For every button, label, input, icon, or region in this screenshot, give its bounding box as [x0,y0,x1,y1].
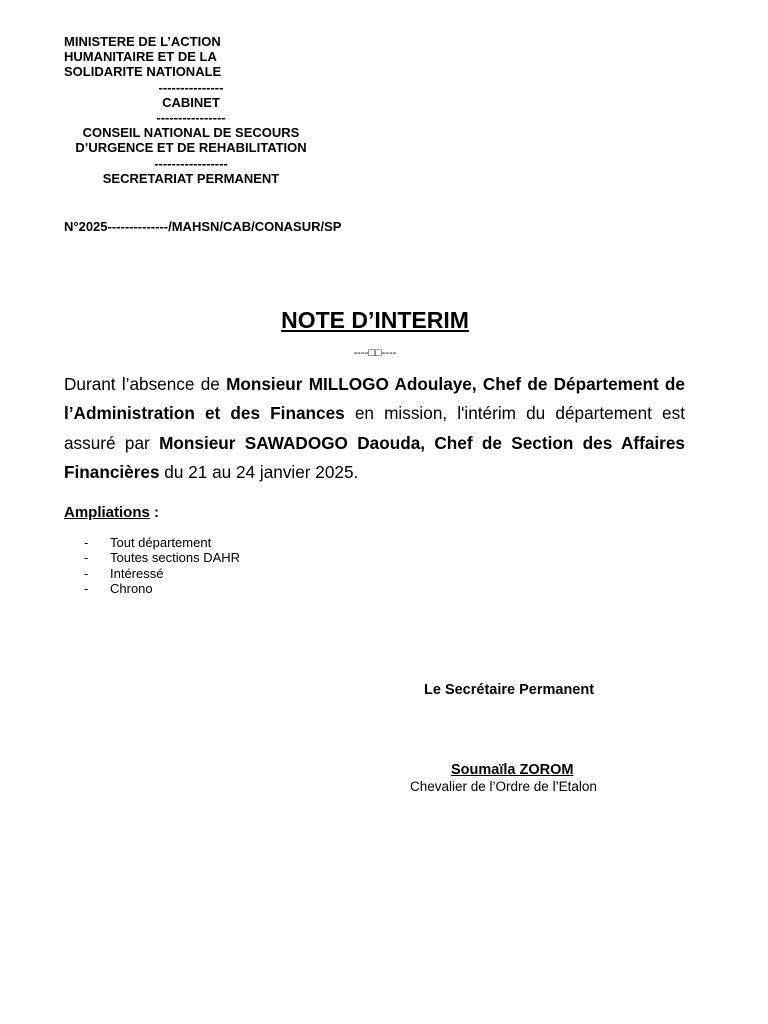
separator-2: ---------------- [156,110,226,126]
body-paragraph [64,370,685,487]
council-line-2: D’URGENCE ET DE REHABILITATION [75,140,307,156]
list-item: - Tout département [84,535,212,550]
ampliations-list [84,535,240,596]
title-ornament: ----□□---- [353,347,397,359]
ministry-line-1: MINISTERE DE L’ACTION [64,34,221,49]
list-item-label: Chrono [110,580,153,596]
list-item-label: Toutes sections DAHR [110,550,241,566]
letterhead [64,34,318,186]
separator-3: ----------------- [154,155,228,171]
separator-1: --------------- [158,79,224,95]
ampliations-suffix: : [149,504,160,521]
cabinet-label: CABINET [162,94,220,110]
signer-name: Soumaïla ZOROM [451,762,574,778]
list-item-label: Tout département [110,535,212,550]
body-text-2: en mission, l'intérim du département est assuré par [64,403,685,453]
signer-title: Le Secrétaire Permanent [424,682,595,698]
document-title: NOTE D’INTERIM [281,307,469,333]
body-text-1: Durant l’absence de [64,374,227,394]
secretariat-label: SECRETARIAT PERMANENT [102,170,280,186]
ministry-line-2: HUMANITAIRE ET DE LA [64,49,217,65]
body-bold-1: Monsieur MILLOGO Adoulaye, Chef de Département de l’Administration et des Finances [64,374,685,424]
reference-number: N°2025--------------/MAHSN/CAB/CONASUR/SP [64,219,342,234]
body-bold-2: Monsieur SAWADOGO Daouda, Chef de Section des Affaires Financières [64,432,685,482]
ministry-line-3: SOLIDARITE NATIONALE [64,64,222,80]
list-item: - Toutes sections DAHR [84,550,241,566]
list-item-label: Intéressé [110,565,164,581]
signer-rank: Chevalier de l’Ordre de l’Etalon [410,779,597,794]
body-text-3: du 21 au 24 janvier 2025. [159,461,359,482]
council-line-1: CONSEIL NATIONAL DE SECOURS [82,125,300,141]
ampliations-label: Ampliations [64,504,150,521]
list-item: - Intéressé [84,565,164,581]
list-item: - Chrono [84,580,153,596]
ampliations-heading [64,504,159,521]
